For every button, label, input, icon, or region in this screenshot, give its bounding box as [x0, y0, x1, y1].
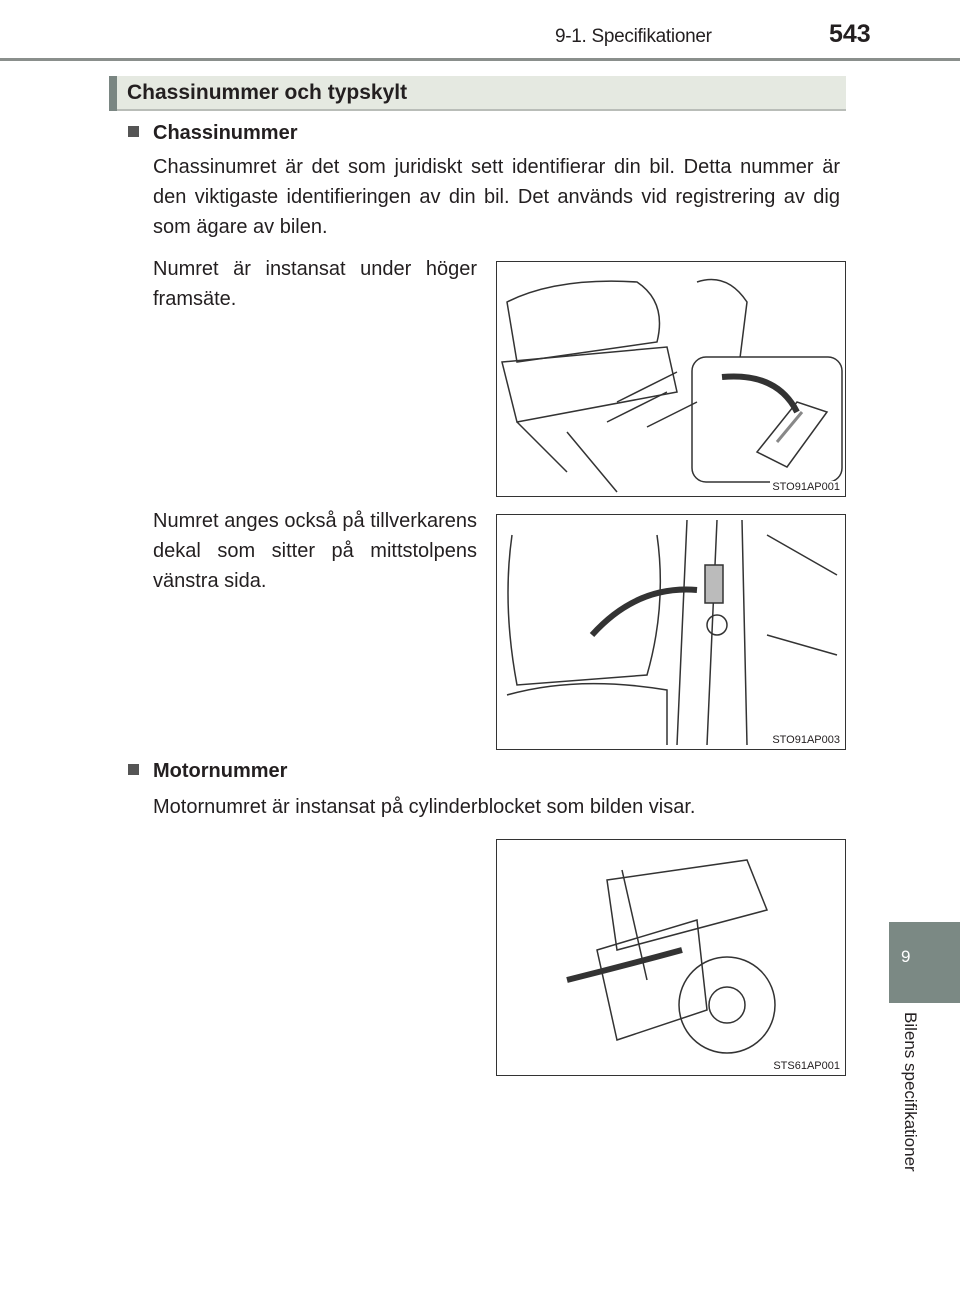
chapter-tab — [889, 922, 960, 1003]
engine-illustration — [497, 840, 847, 1077]
bullet-square-icon — [128, 126, 139, 137]
pillar-illustration — [497, 515, 847, 751]
engine-heading — [128, 760, 287, 783]
running-header-section: 9-1. Specifikationer — [555, 26, 712, 47]
figure-caption: STO91AP003 — [772, 734, 840, 746]
figure-pillar-label — [496, 514, 846, 750]
chassis-location-2: Numret anges också på tillverkarens dekal som sitter på mittstolpens vänstra sida. — [153, 510, 477, 592]
engine-heading-text: Motornummer — [153, 760, 288, 782]
section-heading-bar — [109, 76, 117, 111]
figure-caption: STS61AP001 — [773, 1060, 840, 1072]
figure-engine-number — [496, 839, 846, 1076]
section-heading-box — [109, 76, 846, 111]
figure-caption: STO91AP001 — [772, 481, 840, 493]
chassis-heading-text: Chassinummer — [153, 122, 298, 144]
seat-illustration — [497, 262, 847, 498]
chassis-location-1: Numret är instansat under höger framsäte. — [153, 258, 477, 310]
bullet-square-icon — [128, 764, 139, 775]
chapter-label: Bilens specifikationer — [901, 1012, 920, 1172]
section-title: Chassinummer och typskylt — [127, 81, 408, 104]
figure-seat-chassis-number — [496, 261, 846, 497]
chassis-heading — [128, 122, 298, 145]
chapter-number: 9 — [901, 947, 911, 966]
engine-text: Motornumret är instansat på cylinderblocket som bilden visar. — [153, 796, 696, 818]
page-number: 543 — [829, 20, 871, 48]
header-divider — [0, 58, 960, 61]
chassis-intro: Chassinumret är det som juridiskt sett identifierar din bil. Detta nummer är den viktigaste identifieringen av din bil. Det används vid registrering av dig som ägare av bilen. — [153, 156, 840, 238]
